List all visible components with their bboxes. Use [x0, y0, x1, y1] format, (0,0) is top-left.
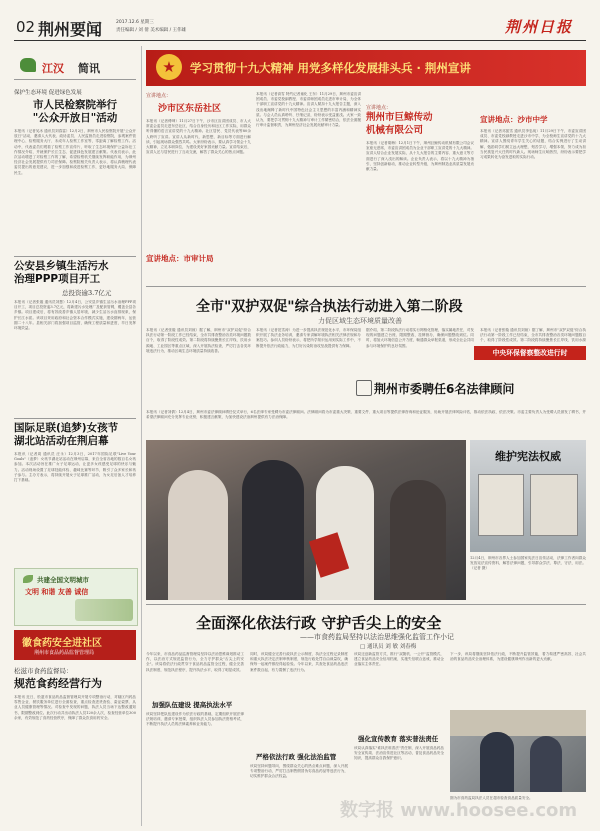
article-kicker: 松滋市食药监督局：: [14, 667, 73, 675]
lecture-column-4: [480, 92, 586, 269]
article-title: 规范食药经营行为: [14, 677, 102, 690]
masthead: [0, 0, 600, 46]
food-safety-ad: [14, 630, 136, 660]
feature-body: 该局坚持问题导向，围绕群众关心的热点难点问题，深入开展专项整治行动，严厉打击制售假冒伪劣食品药品等违法行为，切实维护群众合法权益。: [250, 764, 348, 779]
ad-subtitle: 文明 和谐 友善 诚信: [25, 588, 89, 596]
article-body: 本报讯 近日，松滋市食品药品监督管理局开展专项整治行动，对辖区内药品零售企业、餐饮服务单位进行全面检查，重点检查进货查验、索证索票、从业人员健康管理等情况。对检查中发现的问题，执法人员当场下达整改通知书，限期整改到位。此次行动共出动执法人员120余人次，检查经营单位300余家，有效规范了食药经营秩序，保障了群众饮食用药安全。: [14, 695, 136, 720]
feature-column-4: 下一步，该局将继续坚持依法行政，不断提升监管效能，着力构建严密高效、社会共治的食品药品安全治理体系，为建设健康荆州作出新的更大贡献。: [450, 652, 586, 662]
lecture-body: 本报讯（记者傅坤）11月27日下午，沙市区宣讲团成员、市人大常委会委员走进东岳社区，结合自身经历和社区工作实际，用群众听得懂的语言宣讲党的十九大精神。社区居民、党员代表等80余人聆听了宣讲。宣讲人从新时代、新思想、新目标等方面进行解读，引起现场群众强烈共鸣。大家纷纷表示，要认真学习领会十九大精神，立足本职岗位，为建设美好家园贡献力量。宣讲结束后，宣讲人还与居民进行了互动交流，解答了群众关心的热点问题。: [146, 119, 251, 155]
main-body-1: 本报讯（记者张璇 通讯员刘琼）据了解，荆州市"双护双促"综合执法行动第一阶段工作已经结束，全市共排查整治各类环境问题数百个，取得了阶段性成效。第二阶段将持续聚焦长江岸线、饮用水源地、工业园区等重点区域，深入开展执法检查，严厉打击各类环境违法行为，推动区域生态环境质量持续改善。: [146, 328, 251, 353]
feature-subhead: 强化宣传教育 落实普法责任: [358, 735, 439, 743]
article-body: 本报讯（记者周 通讯员 汪永）12月3日，2017年国际足联"Live Your Goals"（追梦）女孩节湖北站活动在荆州启幕，来自全省各地的数百名女孩参加。本次活动旨在推广女子足球运动，让更多女孩感受足球的快乐与魅力。活动现场设置了足球技能体验、趣味比赛等环节，吸引了众多家长和孩子参与。主办方表示，将持续开展女子足球推广活动，为女足后备人才培养打下基础。: [14, 452, 136, 483]
feature-body: 该局还创新监管方式，推行"双随机、一公开"监管模式，建立食品药品安全信用档案，实施失信联合惩戒，推动企业落实主体责任。: [354, 652, 444, 667]
feature-body: 同时，该局健全完善行政执法公示制度、执法全过程记录制度和重大执法决定法制审核制度，规范行政处罚自由裁量权，确保每一起案件都经得起检验。今年以来，共查处食品药品违法案件数百起，有力震慑了违法行为。: [250, 652, 348, 672]
article-title: 市人民检察院举行 "公众开放日"活动: [32, 99, 118, 124]
main-body-3: 据介绍，第二阶段执法行动将实行网格化管理，落实属地责任，对发现的问题建立台账、限期整改、挂牌督办，确保问题整改到位。同时，将加大环境信息公开力度，畅通群众举报渠道，形成全社会共同参与环境保护的良好氛围。: [366, 328, 474, 348]
date-line: 2017.12.6 星期三: [116, 20, 154, 25]
lecture-column-3: [366, 92, 474, 263]
article-procuratorate: [14, 88, 136, 247]
feature-subhead: 严格依法行政 强化法治监管: [256, 753, 337, 761]
feature-subheadline: ——市食药监局坚持以法治思维强化监管工作小记: [300, 633, 454, 641]
editor-line: 责任编辑 / 刘 倩 美术编辑 / 王伟雄: [116, 28, 187, 33]
ad-illustration: [75, 599, 133, 621]
feature-body: 今年以来，市食品药品监督管理局坚持以法治思维谋划推动工作，以法治方式规范监管行为，全力守护群众"舌尖上的安全"。该局将依法行政贯穿于食品药品监管全过程，健全完善执法制度，规范执法程序，提升执法水平，取得了明显成效。: [146, 652, 244, 672]
brief-header: [14, 52, 136, 82]
lecture-body: 本报讯（记者高雪 特约记者童化 王东）11月29日，荆州市委宣讲团成员、市委党校副教授、市委讲师团成员走进市审计局，为全体干部职工宣讲党的十九大精神。宣讲人紧扣十九大报告主题，深入浅出地阐释了新时代中国特色社会主义思想的丰富内涵和精神实质。与会人员认真聆听、仔细记录，纷纷表示受益匪浅。大家一致认为，要把学习贯彻十九大精神与审计工作紧密结合，依法全面履行审计监督职责，为荆州经济社会发展贡献审计力量。: [256, 92, 361, 128]
main-body-4: 本报讯（记者张璇 通讯员刘琼）据了解，荆州市"双护双促"综合执法行动第一阶段工作已经结束，全市共排查整治各类环境问题数百个，取得了阶段性成效。第二阶段将持续聚焦长江岸线、饮用水源: [480, 328, 586, 342]
column-tag: 江汉: [42, 62, 64, 75]
constitution-photo: [146, 440, 466, 600]
exhibition-photo: [470, 440, 586, 552]
party-emblem-icon: ★: [156, 54, 182, 80]
ad-title: 共建全国文明城市: [37, 576, 89, 584]
lecture-source: 宣讲地点：沙市中学: [480, 115, 548, 124]
brief-icon: [20, 58, 36, 72]
feature-byline: □ 通讯员 刘 敏 刘春梅: [360, 644, 417, 650]
photo-caption: 12月4日，荆州市各界人士参加国家宪法日宣传活动，法律工作者向群众发放宪法宣传资料，解答法律问题，引导群众学法、尊法、守法、用法。（记者 摄）: [470, 556, 586, 571]
feature-headline: 全面深化依法行政 守护舌尖上的安全: [196, 614, 442, 632]
ad-title: 徽食药安全进社区: [22, 638, 102, 649]
lecture-column-1: [146, 92, 251, 264]
leaf-icon: [23, 575, 33, 583]
article-subtitle: 总投资逾3.7亿元: [62, 289, 112, 297]
person-figure: [242, 460, 304, 600]
section-title: 荆州要闻: [38, 20, 103, 39]
person-figure: [316, 466, 374, 600]
masthead-rule: [14, 40, 586, 41]
feature-subhead: 加强队伍建设 提高执法水平: [152, 701, 233, 709]
lecture-place: 沙市区东岳社区: [158, 104, 222, 114]
inspection-photo-caption: 图为市食药监局执法人员在超市检查食品质量安全。: [450, 796, 533, 800]
person-figure: [390, 480, 446, 600]
feature-body: 该局认真落实"谁执法谁普法"责任制，深入开展食品药品安全宣传周、法治宣传进社区等活动，普及食品药品安全知识，提高群众自我保护意识。: [354, 746, 444, 761]
article-title: 国际足联(追梦)女孩节 湖北站活动在荆启幕: [14, 422, 119, 447]
person-figure: [168, 470, 228, 600]
article-songzi: [14, 666, 136, 807]
article-title: 公安县乡镇生活污水 治理PPP项目开工: [14, 260, 109, 285]
lecture-source: 宣讲地点：: [146, 93, 172, 99]
article-fifa: [14, 422, 136, 570]
column-name: 简讯: [78, 62, 100, 75]
lecture-source: 宣讲地点：: [366, 105, 392, 111]
person-figure: [530, 736, 562, 792]
lecture-source-2: 宣讲地点：市审计局: [146, 254, 214, 263]
main-body-2: 本报讯（记者范雪涛）为进一步提高执法规范化水平，市环保局组织开展了执法业务培训，邀请专家讲解环境执法相关法律法规和办案技巧。参训人员纷纷表示，将把所学知识运用到实际工作中，不断提升依法行政能力，为打好污染防治攻坚战提供有力保障。: [256, 328, 361, 348]
legal-body: 本报讯（记者刘倩）12月4日，荆州市委法律顾问聘任仪式举行，6名法律专家受聘为市委法律顾问。法律顾问将为市委重大决策、重要文件、重大项目等提供法律咨询和论证服务，协助开展法律风险评估，推动依法执政、依法决策。市委主要负责人为受聘人员颁发了聘书，并希望法律顾问充分发挥专业优势，积极建言献策，为加快建设法治荆州提供有力法治保障。: [146, 410, 586, 420]
article-kicker: 保护生态环境 促进绿色发展: [14, 90, 82, 96]
feature-body: 该局坚持把队伍建设作为依法行政的基础，定期组织开展法律法规培训，邀请专家授课，组织执法人员参加执法资格考试，不断提升执法人员的法律素养和业务能力。: [146, 712, 244, 727]
column-divider: [141, 46, 142, 826]
feature-column-2: [250, 652, 348, 822]
lecture-banner: [146, 50, 586, 86]
inspection-photo: [450, 710, 586, 792]
scales-icon: [356, 380, 372, 396]
article-sewage: [14, 260, 136, 404]
lecture-column-2: [256, 92, 361, 262]
civility-ad: [14, 568, 138, 626]
display-board: [530, 474, 578, 536]
article-body: 本报讯（记者张璇 通讯员刘慧）12月4日，公安县乡镇生活污水治理PPP项目开工，项目总投资逾3.7亿元，将新建污水处理厂及配套管网，覆盖全县各乡镇。项目建成后，将有效改善乡镇人居环境，减少生活污水直排现象，保护长江水质。该项目采用政府和社会资本合作模式实施，建设期两年，运营期二十八年。县相关部门将加强项目监管，确保工程质量和进度，早日发挥环境效益。: [14, 300, 136, 331]
banner-slogan: 学习贯彻十九大精神 用党多样化发展排头兵 · 荆州宣讲: [190, 61, 471, 75]
legal-headline: 荆州市委聘任6名法律顾问: [374, 382, 515, 396]
lecture-body: 本报讯（记者邓振雪 通讯员李忠纯）11月29日下午，市委宣讲团成员、市委党校副教授走进沙市中学，为全校师生宣讲党的十九大精神。宣讲人围绕青年学生关心的话题，结合实例进行了生动讲解，勉励同学们树立远大理想，刻苦学习，增强本领，努力成为担当民族复兴大任的时代新人。现场师生反响热烈，纷纷表示要把学习成果转化为奋发进取的实际行动。: [480, 129, 586, 160]
lecture-body: 本报讯（记者胡梅）12月1日下午，荆州巨鲸传动机械有限公司会议室座无虚席，市委宣讲团成员为企业干部职工宣讲党的十九大精神。宣讲人结合企业发展实际，从十九大报告的主要内容、重大意义等方面进行了深入浅出的解读。企业负责人表示，将以十九大精神为指引，坚持创新驱动，推动企业转型升级，为荆州制造业高质量发展贡献力量。: [366, 141, 474, 172]
store-shelf: [450, 710, 586, 736]
lecture-place: 荆州市巨鲸传动 机械有限公司: [366, 112, 433, 136]
ad-subtitle: 荆州市食品药品监督管理局: [34, 650, 95, 656]
page-number: 02: [16, 18, 36, 36]
main-headline: 全市"双护双促"综合执法行动进入第二阶段: [196, 299, 463, 315]
person-figure: [480, 732, 514, 792]
watermark: 数字报 www.hoosee.com: [340, 800, 578, 821]
newspaper-logo: 荆州日报: [505, 18, 574, 36]
photo-label: 维护宪法权威: [495, 450, 561, 463]
article-body: 本报讯（记者吴冰 通讯员刘春雷）12月2日，荆州市人民检察院开展"公众开放日"活动，邀请人大代表、政协委员、人民监督员走进检察院，参观案件管理中心、检察服务大厅、未成年人检察工作室等，零距离了解检察工作。活动中，代表委员们观看了检察工作宣传片，听取了生态环境保护公益诉讼工作情况介绍，并就保护长江生态、促进绿色发展建言献策。代表们表示，此次活动增进了对检察工作的了解，希望检察机关继续发挥职能作用，为荆州经济社会发展提供有力司法保障。检察院相关负责人表示，将认真梳理代表委员提出的意见建议，进一步加强和改进检察工作，更好地服务大局、保障民生。: [14, 129, 136, 175]
feature-column-1: [146, 652, 244, 822]
display-board: [478, 474, 524, 536]
inspection-tag: 中央环保督察整改进行时: [474, 346, 586, 360]
main-subheadline: 力促区域生态环境质量改善: [318, 317, 402, 325]
